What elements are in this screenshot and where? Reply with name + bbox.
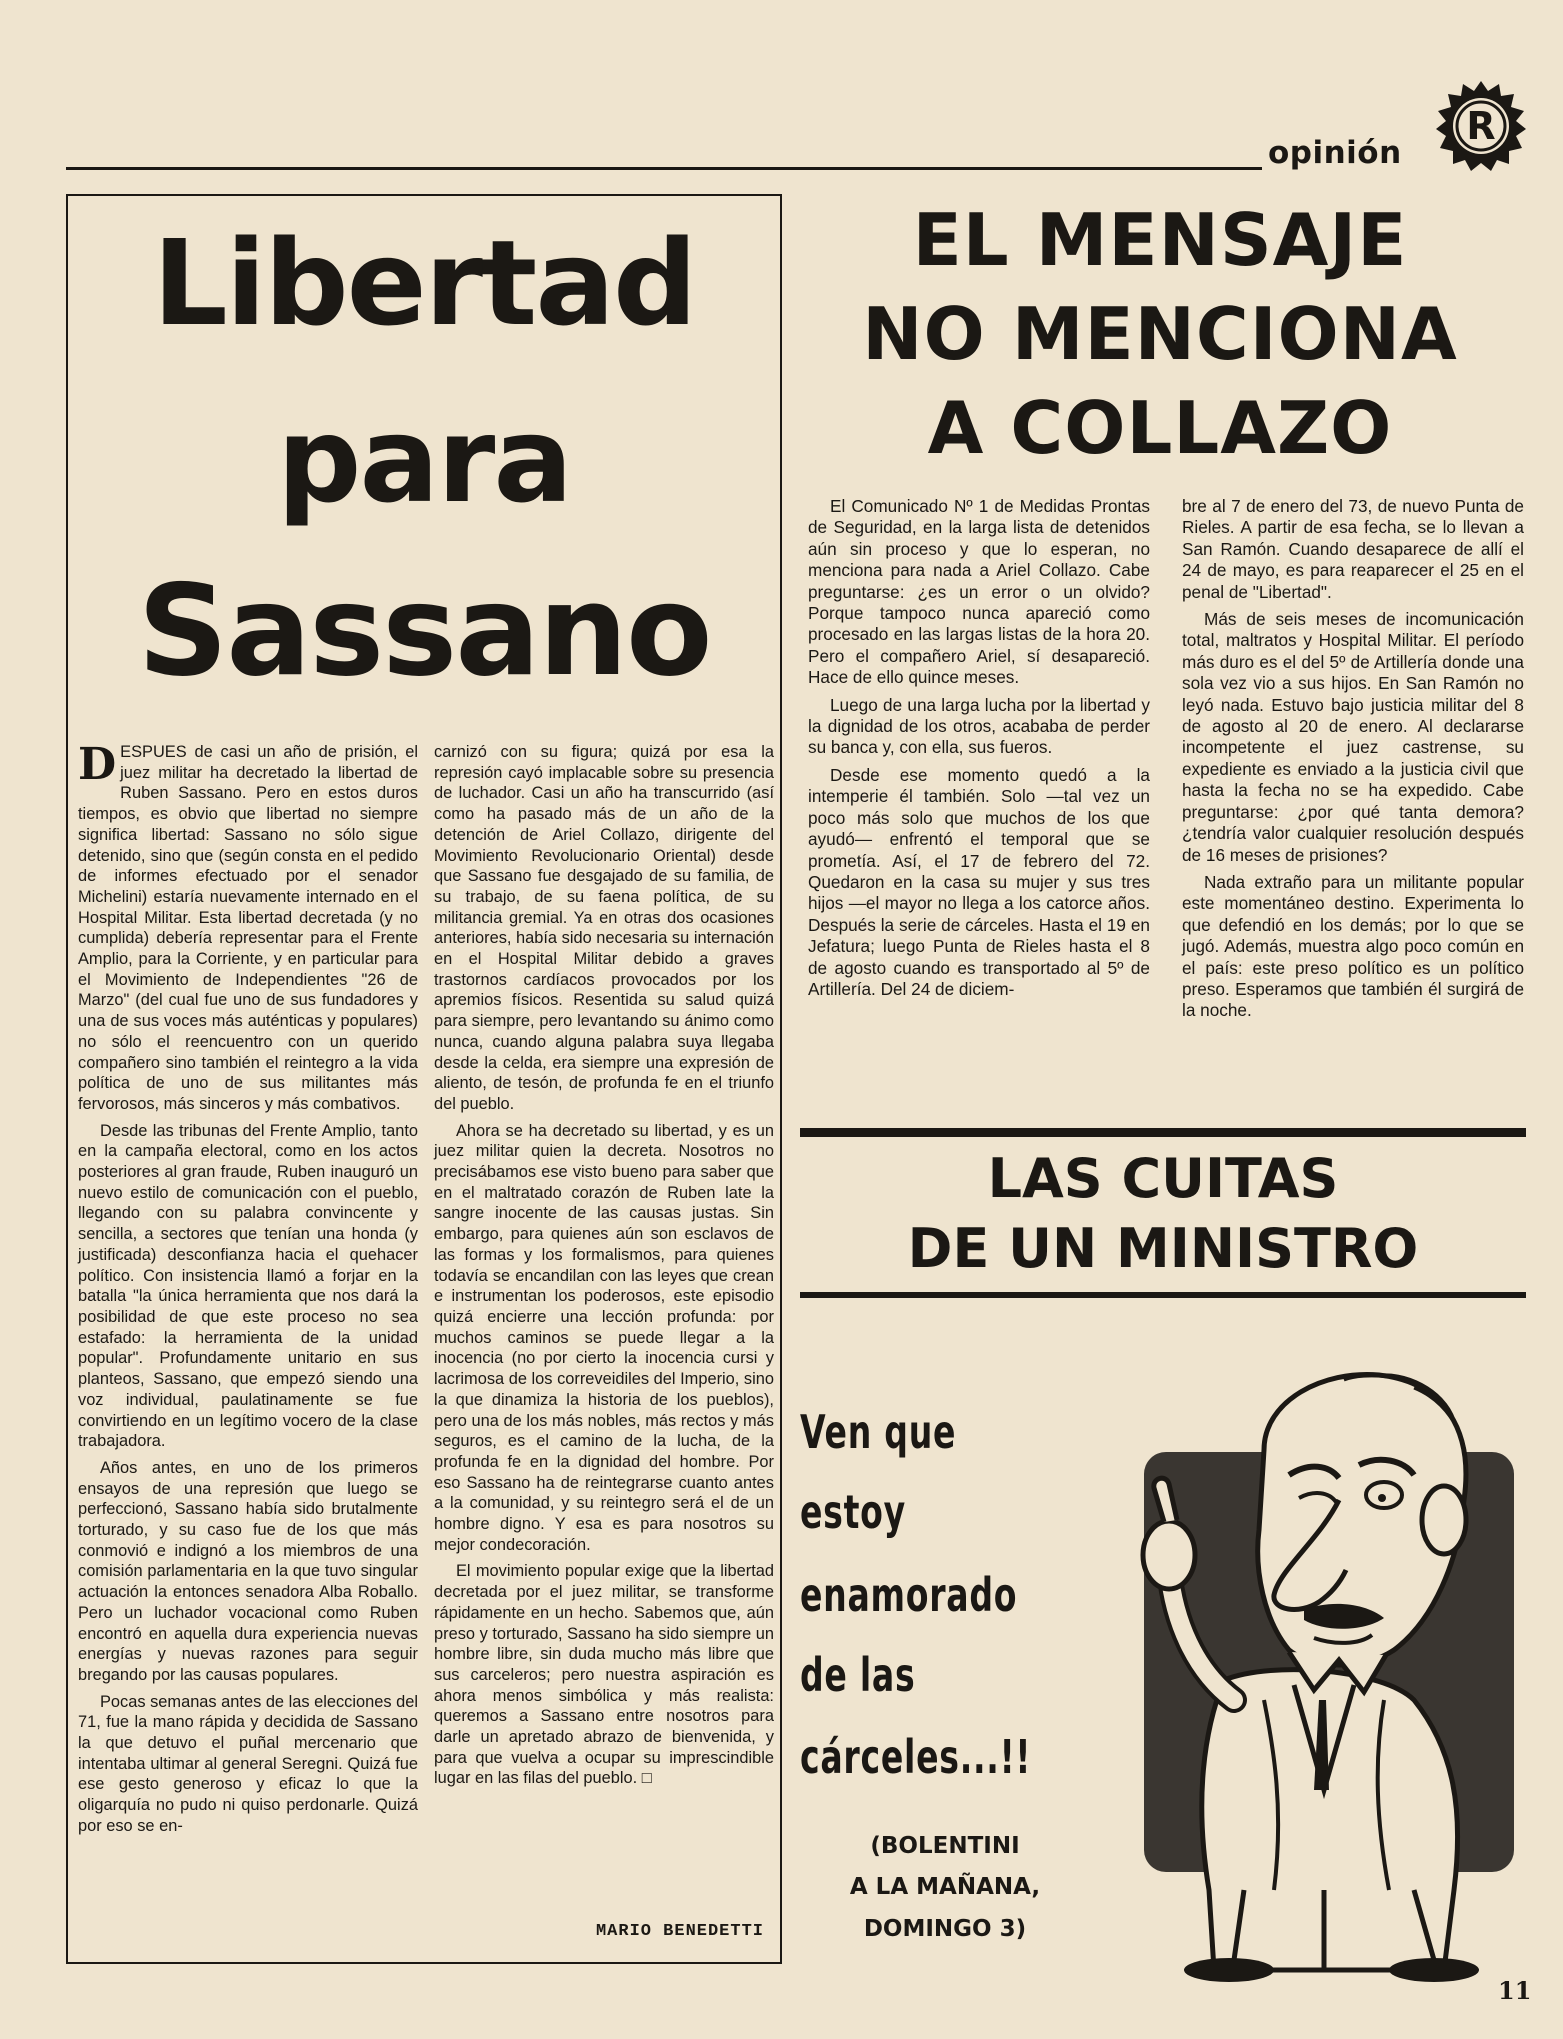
cartoon-quote-line: cárceles...!! [800, 1730, 1032, 1784]
paragraph: carnizó con su figura; quizá por esa la represión cayó implacable sobre su presencia de luchador. Casi un año ha transcurrido (así como ha pasado más de un año de la detención de Ariel Collazo, dirigente del Movimiento Revolucionario Oriental) desde que Sassano fue desgajado de su familia, de su trabajo, de su faena política, de su militancia gremial. Ya en otras dos ocasiones anteriores, había sido necesaria su internación en el Hospital Militar debido a graves trastornos cardíacos provocados por los apremios físicos. Resentida su salud quizá para siempre, pero levantando su ánimo como nunca, cuando alguna palabra suya llegaba desde la celda, era siempre una expresión de aliento, de tesón, de profunda fe en el triunfo del pueblo. [434, 743, 774, 1113]
section-label: opinión [1268, 135, 1402, 171]
right-title-line3: A COLLAZO [927, 386, 1393, 470]
left-title-line3: Sassano [137, 557, 711, 704]
paragraph: Más de seis meses de incomunicación total, maltratos y Hospital Militar. El período más duro es el del 5º de Artillería donde una sola vez vio a sus hijos. En San Ramón no leyó nada. Estuvo bajo justicia militar del 8 de agosto al 20 de enero. Al declararse incompetente el juez castrense, su expediente es enviado a la justicia civil que hasta la fecha no se ha expedido. Cabe preguntarse: ¿por qué tanta demora? ¿tendría valor cualquier resolución después de 16 meses de prisiones? [1182, 609, 1524, 865]
paragraph: Años antes, en uno de los primeros ensayos de una represión que luego se perfeccionó, Sassano había sido brutalmente torturado, y su caso fue de los que más conmovió e indignó a los miembros de una comisión parlamentaria en la que tuvo singular actuación la entonces senadora Alba Roballo. Pero un luchador vocacional como Ruben encontró en aquella dura experiencia nuevas energías y nuevas razones para seguir bregando por las causas populares. [78, 1458, 418, 1684]
page-number: 11 [1498, 1976, 1532, 2005]
right-article-column-2 [1182, 496, 1524, 1110]
paragraph: Luego de una larga lucha por la libertad y la dignidad de los otros, acababa de perder su banca y, con ella, sus fueros. [808, 694, 1150, 758]
left-title-line2: para [277, 391, 571, 529]
paragraph: Desde ese momento quedó a la intemperie él también. Solo —tal vez un poco más solo que muchos de los que ayudó— enfrentó el temporal que se prometía. Así, el 17 de febrero del 72. Quedaron en la casa su mujer y sus tres hijos —el mayor no llega a los catorce años. Después la serie de cárceles. Hasta el 19 en Jefatura; luego Punta de Rieles hasta el 8 de agosto cuando es transportado al 5º de Artillería. Del 24 de diciem- [808, 764, 1150, 999]
minister-caricature-illustration [1114, 1370, 1544, 1985]
right-title-line2: NO MENCIONA [862, 292, 1458, 376]
section-divider [800, 1292, 1526, 1298]
cartoon-title-line1: LAS CUITAS [987, 1147, 1339, 1210]
right-article-column-1 [808, 496, 1150, 1110]
paragraph: El Comunicado Nº 1 de Medidas Prontas de Seguridad, en la larga lista de detenidos aún sin proceso y que lo esperan, no menciona para nada a Ariel Collazo. Cabe preguntarse: ¿es un error o un olvido? Porque tampoco nunca apareció como procesado en las largas listas de la hora 20. Pero el compañero Ariel, sí desapareció. Hace de ello quince meses. [808, 496, 1150, 688]
cartoon-caption-line: (BOLENTINI [870, 1833, 1020, 1859]
left-article-body [78, 739, 774, 1942]
left-article-box [66, 194, 782, 1964]
magazine-logo-icon [1436, 81, 1526, 171]
header-rule [66, 167, 1262, 170]
left-article-column-2 [434, 742, 774, 1942]
cartoon-quote-line: estoy [800, 1485, 906, 1539]
cartoon-caption-line: DOMINGO 3) [863, 1916, 1027, 1942]
logo-letter: R [1466, 104, 1496, 148]
cartoon-quote-line: Ven que [800, 1405, 957, 1459]
paragraph: El movimiento popular exige que la libertad decretada por el juez militar, se transforme rápidamente en un hecho. Sabemos que, aún preso y torturado, Sassano ha sido siempre un hombre libre, sin duda mucho más libre que sus carceleros; pero nuestra aspiración es ahora menos simbólica y más realista: queremos a Sassano entre nosotros para darle un apretado abrazo de bienvenida, y para que vuelva a ocupar su imprescindible lugar en las filas del pueblo. □ [434, 1562, 774, 1788]
right-article-body [808, 496, 1524, 1110]
author-byline: MARIO BENEDETTI [595, 1922, 764, 1941]
cartoon-title-line2: DE UN MINISTRO [907, 1217, 1419, 1280]
paragraph: Nada extraño para un militante popular este momentáneo destino. Experimenta lo que defendió en los demás; por lo que se jugó. Además, muestra algo poco común en el país: este preso político es un político preso. Esperamos que también él surgirá de la noche. [1182, 871, 1524, 1021]
left-article-column-1 [78, 739, 418, 1942]
paragraph: bre al 7 de enero del 73, de nuevo Punta de Rieles. A partir de esa fecha, se lo llevan a San Ramón. Cuando desaparece de allí el 24 de mayo, es para reaparecer el 25 en el penal de "Libertad". [1182, 496, 1524, 602]
right-title-line1: EL MENSAJE [912, 198, 1408, 282]
paragraph: Ahora se ha decretado su libertad, y es un juez militar quien la decreta. Nosotros no precisábamos ese visto bueno para saber que en el maltratado corazón de Ruben late la sangre inocente de las causas justas. Sin embargo, para quienes aún son esclavos de las formas y los formalismos, para quienes todavía se encandilan con las leyes que crean e instrumentan los poderosos, este episodio quizá encierre una lección profunda: por muchos caminos se puede llegar a la inocencia (no por cierto la inocencia cursi y lacrimosa de los correveidiles del Imperio, sino la que dinamiza la historia de los pueblos), pero una de los más nobles, más rectos y más seguros, es el camino de la lucha, de la profunda fe en la dignidad del hombre. Por eso Sassano ha de reintegrarse cuanto antes a la comunidad, y su reintegro será el de un hombre digno. Y esa es para nosotros su mejor condecoración. [434, 1121, 774, 1554]
cartoon-caption-line: A LA MAÑANA, [849, 1874, 1041, 1900]
section-divider-thick [800, 1128, 1526, 1137]
paragraph: DESPUES de casi un año de prisión, el juez militar ha decretado la libertad de Ruben Sassano. Pero en estos duros tiempos, es obvio que libertad no siempre significa libertad: Sassano no sólo sigue detenido, sino que (según consta en el pedido de informes efectuado por el senador Michelini) estaría nuevamente internado en el Hospital Militar. Esta libertad decretada (y no cumplida) debería representar para el Frente Amplio, para la Corriente, y en particular para el Movimiento de Independientes "26 de Marzo" (del cual fue uno de sus fundadores y una de sus voces más auténticas y populares) no sólo el reencuentro con un querido compañero sino también el reintegro a la vida política de uno de sus militantes más fervorosos, más sinceros y más combativos. [78, 739, 418, 1113]
paragraph: Pocas semanas antes de las elecciones del 71, fue la mano rápida y decidida de Sassano la que detuvo el puñal mercenario que intentaba ultimar al general Seregni. Quizá fue ese gesto generoso y eficaz lo que la oligarquía no pudo ni quiso perdonarle. Quizá por eso se en- [78, 1692, 418, 1835]
cartoon-quote-line: enamorado [800, 1568, 1018, 1622]
cartoon-quote-line: de las [800, 1648, 916, 1702]
left-title-line1: Libertad [152, 214, 696, 352]
paragraph: Desde las tribunas del Frente Amplio, tanto en la campaña electoral, como en los actos posteriores al gran fraude, Ruben inauguró un nuevo estilo de comunicación con el pueblo, llegando con su palabra convincente y sencilla, a sectores que tenían una honda (y justificada) desconfianza hacia el quehacer político. Con insistencia llamó a forjar en la batalla "la única herramienta que nos dará la posibilidad de que este proceso no sea estafado: la herramienta de la unidad popular". Profundamente unitario en sus planteos, Sassano, que empezó siendo una voz individual, paulatinamente se fue convirtiendo en un legítimo vocero de la clase trabajadora. [78, 1121, 418, 1451]
drop-cap: D [78, 739, 117, 790]
